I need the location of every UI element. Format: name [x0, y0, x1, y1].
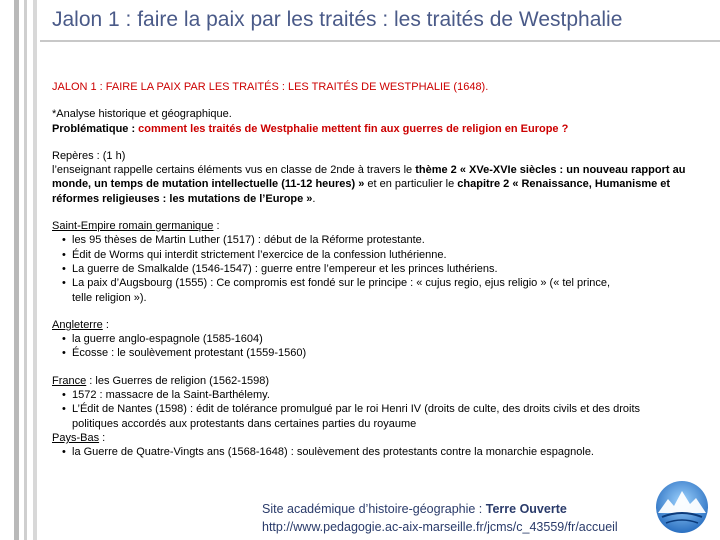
empire-suffix: :: [213, 220, 220, 233]
footer-site-name: Terre Ouverte: [485, 502, 567, 516]
decorative-side-bars: [0, 0, 48, 540]
empire-label: Saint-Empire romain germanique: [52, 220, 214, 233]
footer-site-line: [262, 500, 618, 518]
angleterre-label: Angleterre: [52, 318, 103, 331]
france-suffix: : les Guerres de religion (1562-1598): [86, 374, 270, 387]
france-list: [52, 388, 707, 431]
footer-url[interactable]: http://www.pedagogie.ac-aix-marseille.fr/jcms/c_43559/fr/accueil: [262, 520, 618, 534]
list-item: • Écosse : le soulèvement protestant (1559-1560): [62, 346, 707, 360]
reperes-end: .: [312, 192, 316, 205]
list-item: • Édit de Worms qui interdit strictement l’exercice de la confession luthérienne.: [62, 248, 707, 262]
list-item-text: L’Édit de Nantes (1598) : édit de tolérance promulgué par le roi Henri IV (droits de culte, des droits civils et des droits: [72, 403, 641, 416]
slide-content: [52, 80, 707, 460]
reperes-paragraph: [52, 163, 707, 206]
list-item: [62, 276, 707, 305]
list-item: • La guerre de Smalkalde (1546-1547) : guerre entre l’empereur et les princes luthériens.: [62, 262, 707, 276]
section-heading: JALON 1 : FAIRE LA PAIX PAR LES TRAITÉS : LES TRAITÉS DE WESTPHALIE (1648).: [52, 81, 489, 93]
title-divider: [40, 40, 720, 42]
side-bar-2: [24, 0, 27, 540]
analyse-line: *Analyse historique et géographique.: [52, 108, 232, 121]
reperes-intro: l’enseignant rappelle certains éléments vus en classe de 2nde à travers le: [52, 164, 416, 177]
list-item-continuation: telle religion »).: [72, 291, 147, 304]
empire-list: [52, 233, 707, 304]
problematique-line: [52, 122, 707, 136]
terre-ouverte-logo: [652, 479, 712, 535]
reperes-title: Repères : (1 h): [52, 149, 126, 162]
list-item: [62, 402, 707, 431]
paysbas-heading: [52, 431, 707, 445]
angleterre-heading: [52, 318, 707, 332]
problematique-text: comment les traités de Westphalie mettent fin aux guerres de religion en Europe ?: [135, 122, 569, 135]
paysbas-suffix: :: [99, 431, 106, 444]
footer: [262, 500, 618, 536]
list-item: • 1572 : massacre de la Saint-Barthélemy.: [62, 388, 707, 402]
paysbas-label: Pays-Bas: [52, 431, 100, 444]
side-bar-1: [14, 0, 19, 540]
empire-heading: [52, 219, 707, 233]
slide-title: Jalon 1 : faire la paix par les traités : les traités de Westphalie: [52, 8, 623, 31]
paysbas-list: [52, 445, 707, 459]
reperes-mid: et en particulier le: [364, 178, 458, 191]
list-item-text: La paix d’Augsbourg (1555) : Ce compromis est fondé sur le principe : « cujus regio, ejus religio » (« tel prince,: [72, 277, 611, 290]
angleterre-list: [52, 332, 707, 361]
reperes-theme: thème 2 « XVe-XVIe siècles : un nouveau rapport au monde, un temps de mutation intellectuelle (11-12 heures) »: [52, 164, 686, 191]
list-item-continuation: politiques accordés aux protestants dans certaines parties du royaume: [72, 417, 417, 430]
angleterre-suffix: :: [102, 318, 109, 331]
list-item: • la Guerre de Quatre-Vingts ans (1568-1648) : soulèvement des protestants contre la monarchie espagnole.: [62, 445, 707, 459]
list-item: • les 95 thèses de Martin Luther (1517) : début de la Réforme protestante.: [62, 233, 707, 247]
problematique-label: Problématique :: [52, 122, 136, 135]
reperes-chapitre: chapitre 2 « Renaissance, Humanisme et réformes religieuses : les mutations de l’Europe »: [52, 178, 671, 205]
side-bar-3: [33, 0, 37, 540]
list-item: • la guerre anglo-espagnole (1585-1604): [62, 332, 707, 346]
france-label: France: [52, 374, 87, 387]
footer-site-prefix: Site académique d’histoire-géographie :: [262, 502, 486, 516]
france-heading: [52, 374, 707, 388]
